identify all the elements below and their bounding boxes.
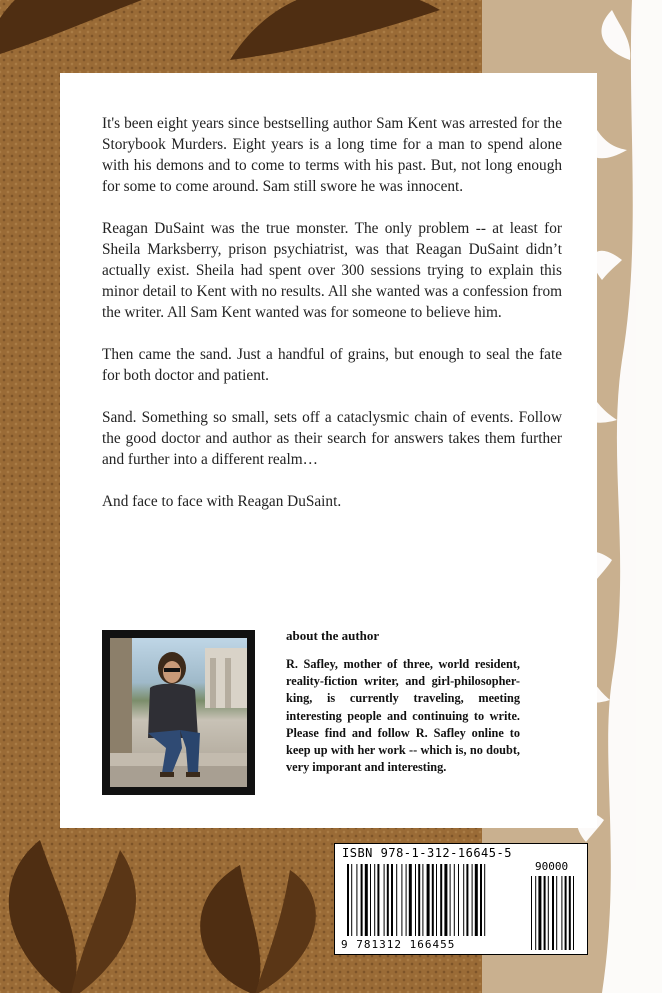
blurb-paragraph: It's been eight years since bestselling author Sam Kent was arrested for the Storybook Murders. Eight years is a long time for a man to spend alone with his demons and to come to terms with his past. But, not long enough for some to come around. Sam still swore he was innocent. — [102, 115, 562, 195]
ean-digits: 9 781312 166455 — [341, 938, 456, 951]
back-cover-panel — [60, 73, 597, 828]
leaf-icon — [170, 860, 340, 993]
isbn-barcode — [334, 843, 588, 955]
author-bio: R. Safley, mother of three, world resident, reality-fiction writer, and girl-philosopher-king, is currently traveling, meeting interesting people and continuing to write. Please find and follow R. Safley online to keep up with her work -- which is, no doubt, very imporant and interesting. — [286, 657, 520, 775]
blurb-paragraph: Sand. Something so small, sets off a cataclysmic chain of events. Follow the good doctor and author as their search for answers takes them further and further into a different realm… — [102, 409, 562, 468]
price-code: 90000 — [535, 860, 569, 873]
book-blurb — [102, 113, 562, 533]
isbn-number: ISBN 978-1-312-16645-5 — [342, 846, 512, 860]
blurb-paragraph: Reagan DuSaint was the true monster. The only problem -- at least for Sheila Marksberry, prison psychiatrist, was that Reagan DuSaint didn’t actually exist. Sheila had spent over 300 sessions trying to explain this minor detail to Kent with no results. All she wanted was a confession from the writer. All Sam Kent wanted was for someone to believe him. — [102, 220, 562, 321]
blurb-paragraph: Then came the sand. Just a handful of grains, but enough to seal the fate for both doctor and patient. — [102, 346, 562, 384]
leaf-icon — [0, 0, 190, 70]
author-photo — [110, 638, 247, 787]
author-figure — [110, 638, 247, 787]
author-photo-frame — [102, 630, 255, 795]
about-author-heading: about the author — [286, 628, 380, 643]
leaf-icon — [220, 0, 450, 70]
blurb-paragraph: And face to face with Reagan DuSaint. — [102, 493, 342, 510]
leaf-icon — [0, 830, 160, 993]
